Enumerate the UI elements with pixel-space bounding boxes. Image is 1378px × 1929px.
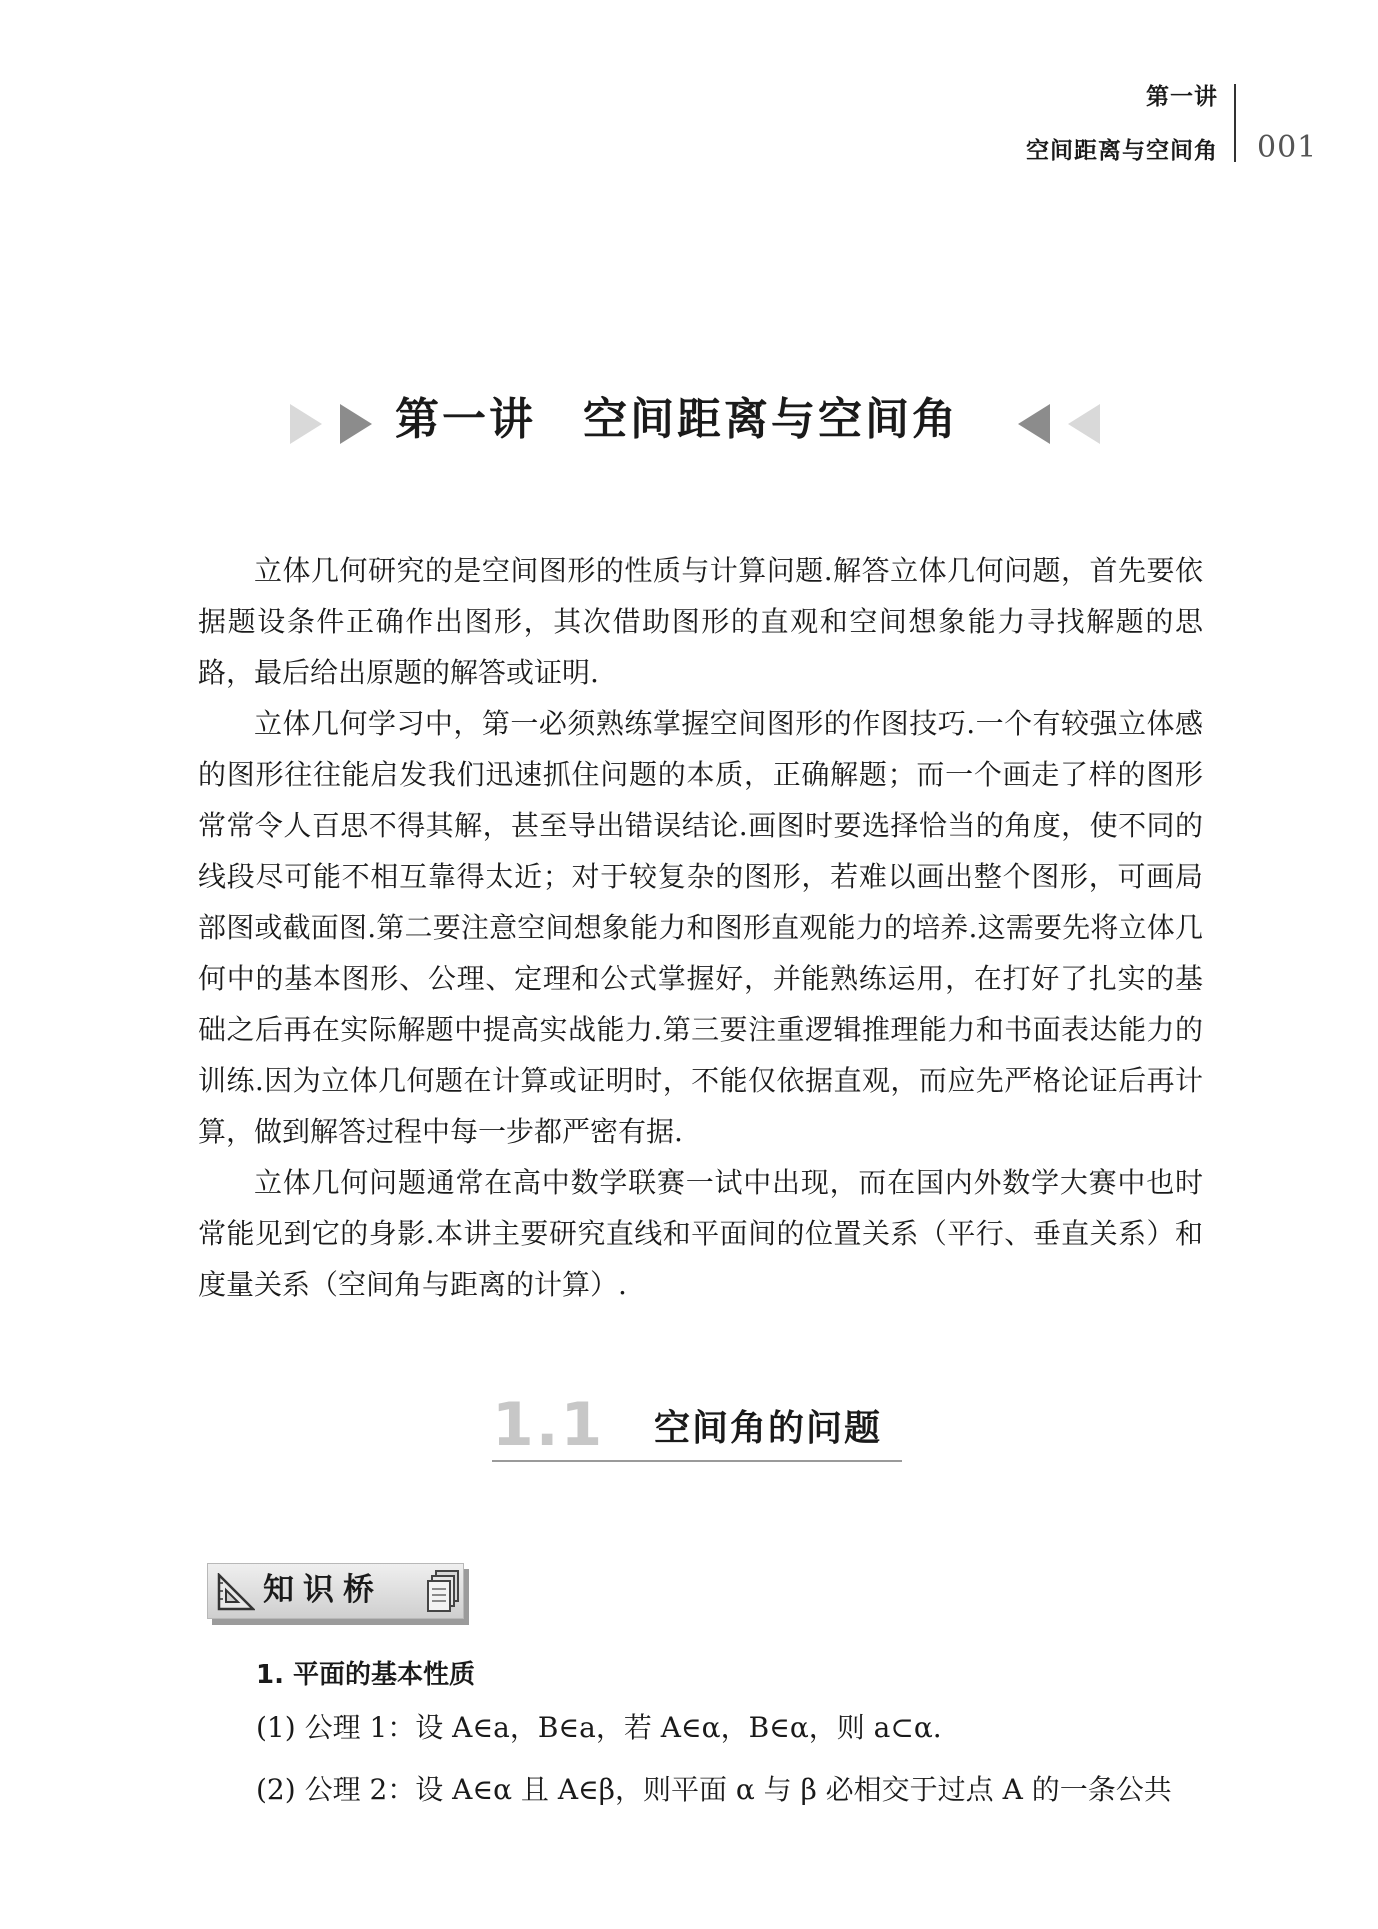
badge-label: 知识桥: [263, 1572, 383, 1608]
section-title: 空间角的问题: [654, 1408, 883, 1449]
paragraph-2: 立体几何学习中，第一必须熟练掌握空间图形的作图技巧.一个有较强立体感的图形往往能启发我们迅速抓住问题的本质，正确解题；而一个画走了样的图形常常令人百思不得其解，甚至导出错误结论.画图时要选择恰当的角度，使不同的线段尽可能不相互靠得太近；对于较复杂的图形，若难以画出整个图形，可画局部图或截面图.第二要注意空间想象能力和图形直观能力的培养.这需要先将立体几何中的基本图形、公理、定理和公式掌握好，并能熟练运用，在打好了扎实的基础之后再在实际解题中提高实战能力.第三要注重逻辑推理能力和书面表达能力的训练.因为立体几何题在计算或证明时，不能仅依据直观，而应先严格论证后再计算，做到解答过程中每一步都严密有据.: [198, 707, 1203, 1148]
triangle-right-light-icon: [290, 404, 322, 444]
paragraph-3: 立体几何问题通常在高中数学联赛一试中出现，而在国内外数学大赛中也时常能见到它的身影.本讲主要研究直线和平面间的位置关系（平行、垂直关系）和度量关系（空间角与距离的计算）.: [198, 1166, 1203, 1301]
triangle-right-dark-icon: [340, 404, 372, 444]
section-underline: [492, 1460, 902, 1462]
axiom-2: (2) 公理 2：设 A∈α 且 A∈β，则平面 α 与 β 必相交于过点 A 的一条公共: [256, 1773, 1172, 1806]
running-header: [1026, 82, 1218, 166]
running-header-chapter: 第一讲: [1146, 84, 1218, 110]
intro-body: [198, 545, 1203, 1310]
knowledge-bridge-badge: [207, 1563, 472, 1625]
documents-icon: [427, 1569, 461, 1617]
header-divider: [1234, 84, 1236, 162]
paragraph-1: 立体几何研究的是空间图形的性质与计算问题.解答立体几何问题，首先要依据题设条件正确作出图形，其次借助图形的直观和空间想象能力寻找解题的思路，最后给出原题的解答或证明.: [198, 554, 1203, 689]
running-header-title: 空间距离与空间角: [1026, 138, 1218, 164]
triangle-ruler-icon: [217, 1573, 255, 1615]
axiom-1: (1) 公理 1：设 A∈a，B∈a，若 A∈α，B∈α，则 a⊂α.: [256, 1711, 942, 1744]
subsection-heading: 1. 平面的基本性质: [256, 1660, 476, 1690]
triangle-left-dark-icon: [1018, 404, 1050, 444]
triangle-left-light-icon: [1068, 404, 1100, 444]
page-number: 001: [1257, 130, 1318, 165]
section-number: 1.1: [492, 1390, 605, 1460]
section-heading: [492, 1390, 902, 1460]
chapter-title: 第一讲 空间距离与空间角: [395, 394, 959, 445]
chapter-heading: [0, 390, 1378, 450]
